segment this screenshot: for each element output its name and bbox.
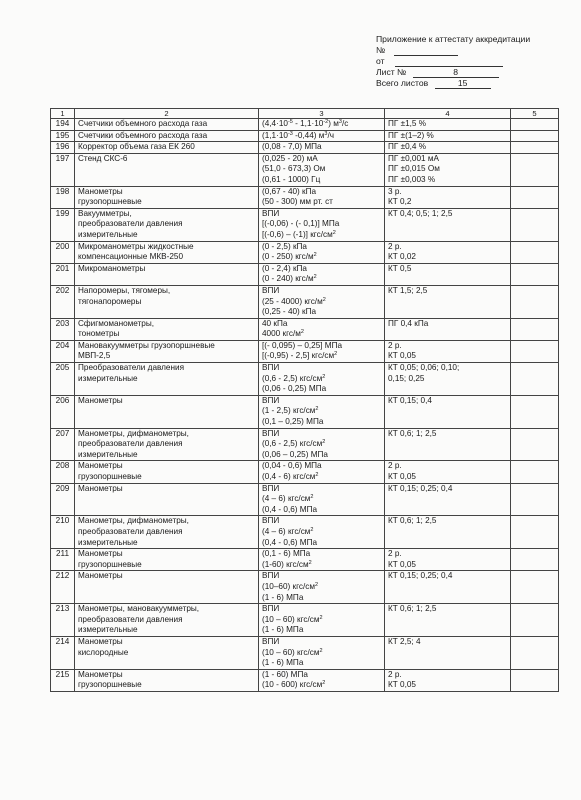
date-line bbox=[376, 56, 576, 67]
measurement-range-cell bbox=[259, 516, 385, 549]
table-row bbox=[51, 549, 559, 571]
row-number-cell bbox=[51, 636, 75, 669]
accuracy-class-line: 2 р. bbox=[388, 340, 402, 350]
measurement-range-line: ВПИ bbox=[262, 363, 280, 373]
notes-cell bbox=[511, 395, 559, 428]
row-number: 198 bbox=[55, 186, 70, 196]
measurement-range-cell bbox=[259, 483, 385, 516]
accreditation-table bbox=[50, 108, 559, 692]
accuracy-class-cell bbox=[385, 516, 511, 549]
notes-cell bbox=[511, 241, 559, 263]
attachment-title: Приложение к аттестату аккредитации bbox=[376, 34, 531, 44]
instrument-name-cell bbox=[75, 571, 259, 604]
accuracy-class-cell bbox=[385, 340, 511, 362]
notes-cell bbox=[511, 263, 559, 285]
measurement-range-line: ВПИ bbox=[262, 516, 280, 526]
accuracy-class-cell bbox=[385, 153, 511, 186]
accuracy-class-line: ПГ 0,4 кПа bbox=[388, 318, 429, 328]
instrument-name-line: измерительные bbox=[78, 537, 138, 547]
measurement-range-line: (0,4 - 0,6) МПа bbox=[262, 537, 318, 547]
table-row bbox=[51, 395, 559, 428]
accuracy-class-cell bbox=[385, 263, 511, 285]
measurement-range-line: ВПИ bbox=[262, 604, 280, 614]
attachment-header bbox=[376, 34, 576, 89]
row-number: 213 bbox=[55, 604, 70, 614]
row-number-cell bbox=[51, 428, 75, 461]
instrument-name-cell bbox=[75, 516, 259, 549]
measurement-range-line: (1-60) кгс/$см^2$ bbox=[262, 559, 312, 569]
instrument-name-line: Счетчики объемного расхода газа bbox=[78, 119, 208, 128]
measurement-range-cell bbox=[259, 340, 385, 362]
measurement-range-cell bbox=[259, 604, 385, 637]
table-row bbox=[51, 604, 559, 637]
notes-cell bbox=[511, 669, 559, 691]
column-header: 5 bbox=[511, 109, 559, 119]
instrument-name-cell bbox=[75, 130, 259, 142]
measurement-range-cell bbox=[259, 571, 385, 604]
measurement-range-line: ВПИ bbox=[262, 428, 280, 438]
instrument-name-line: Манометры bbox=[78, 549, 123, 559]
row-number: 206 bbox=[55, 395, 70, 405]
measurement-range-line: (4 – 6) кгс/$см^2$ bbox=[262, 526, 314, 536]
table-row bbox=[51, 285, 559, 318]
sheet-line bbox=[376, 67, 576, 78]
measurement-range-cell bbox=[259, 241, 385, 263]
measurement-range-cell bbox=[259, 549, 385, 571]
accuracy-class-line: КТ 2,5; 4 bbox=[388, 636, 421, 646]
accuracy-class-cell bbox=[385, 604, 511, 637]
measurement-range-line: (10–60) кгс/$см^2$ bbox=[262, 581, 319, 591]
table-row bbox=[51, 340, 559, 362]
measurement-range-line: (1 - 6) МПа bbox=[262, 592, 304, 602]
notes-cell bbox=[511, 285, 559, 318]
date-label: от bbox=[376, 56, 385, 66]
accuracy-class-line: ПГ ±0,001 мА bbox=[388, 153, 439, 163]
row-number: 204 bbox=[55, 340, 70, 350]
instrument-name-line: кислородные bbox=[78, 647, 129, 657]
measurement-range-line: ВПИ bbox=[262, 208, 280, 218]
measurement-range-line: [(-0,95) - 2,5] кгс/$см^2$ bbox=[262, 351, 338, 361]
instrument-name-cell bbox=[75, 395, 259, 428]
table-row bbox=[51, 461, 559, 483]
instrument-name-cell bbox=[75, 669, 259, 691]
notes-cell bbox=[511, 636, 559, 669]
accuracy-class-cell bbox=[385, 636, 511, 669]
row-number: 197 bbox=[55, 153, 70, 163]
measurement-range-line: ВПИ bbox=[262, 395, 280, 405]
accuracy-class-cell bbox=[385, 318, 511, 340]
notes-cell bbox=[511, 208, 559, 241]
instrument-name-cell bbox=[75, 428, 259, 461]
measurement-range-line: (0,25 - 40) кПа bbox=[262, 307, 317, 317]
instrument-name-line: Счетчики объемного расхода газа bbox=[78, 130, 208, 140]
measurement-range-line: (0,06 - 0,25) МПа bbox=[262, 384, 327, 394]
instrument-name-line: МВП-2,5 bbox=[78, 351, 111, 361]
column-header: 2 bbox=[75, 109, 259, 119]
accuracy-class-cell bbox=[385, 186, 511, 208]
measurement-range-line: (0,4 - 6) кгс/$см^2$ bbox=[262, 472, 319, 481]
instrument-name-line: Манометры bbox=[78, 461, 123, 471]
accuracy-class-cell bbox=[385, 285, 511, 318]
instrument-name-line: Манометры bbox=[78, 636, 123, 646]
measurement-range-line: (10 – 60) кгс/$см^2$ bbox=[262, 614, 323, 624]
accuracy-class-line: 3 р. bbox=[388, 186, 402, 196]
row-number: 203 bbox=[55, 318, 70, 328]
instrument-name-line: грузопоршневые bbox=[78, 197, 142, 207]
row-number-cell bbox=[51, 395, 75, 428]
notes-cell bbox=[511, 142, 559, 154]
row-number-cell bbox=[51, 669, 75, 691]
row-number-cell bbox=[51, 340, 75, 362]
instrument-name-line: измерительные bbox=[78, 229, 138, 239]
instrument-name-line: компенсационные МКВ-250 bbox=[78, 252, 184, 262]
instrument-name-cell bbox=[75, 285, 259, 318]
measurement-range-line: (0,6 - 2,5) кгс/$см^2$ bbox=[262, 439, 326, 449]
notes-cell bbox=[511, 549, 559, 571]
accuracy-class-line: ПГ ±(1–2) % bbox=[388, 130, 434, 140]
measurement-range-cell bbox=[259, 318, 385, 340]
accuracy-class-line: 0,15; 0,25 bbox=[388, 373, 425, 383]
instrument-name-cell bbox=[75, 142, 259, 154]
measurement-range-cell bbox=[259, 153, 385, 186]
measurement-range-line: (0,67 - 40) кПа bbox=[262, 186, 317, 196]
row-number: 210 bbox=[55, 516, 70, 526]
instrument-name-cell bbox=[75, 363, 259, 396]
accuracy-class-line: 2 р. bbox=[388, 669, 402, 679]
column-header: 1 bbox=[51, 109, 75, 119]
table-row bbox=[51, 516, 559, 549]
accuracy-class-line: КТ 0,15; 0,25; 0,4 bbox=[388, 483, 453, 493]
instrument-name-cell bbox=[75, 483, 259, 516]
measurement-range-line: (10 - 600) кгс/$см^2$ bbox=[262, 680, 326, 690]
table-row bbox=[51, 130, 559, 142]
measurement-range-line: (1 - 6) МПа bbox=[262, 658, 304, 668]
notes-cell bbox=[511, 428, 559, 461]
row-number-cell bbox=[51, 483, 75, 516]
date-blank bbox=[395, 57, 503, 67]
measurement-range-cell bbox=[259, 186, 385, 208]
accuracy-class-line: 2 р. bbox=[388, 549, 402, 559]
measurement-range-line: (51,0 - 673,3) Ом bbox=[262, 164, 326, 174]
accuracy-class-cell bbox=[385, 119, 511, 131]
measurement-range-line: [(-0,6) – (-1)] кгс/$см^2$ bbox=[262, 229, 336, 239]
instrument-name-line: Напоромеры, тягомеры, bbox=[78, 285, 171, 295]
notes-cell bbox=[511, 186, 559, 208]
measurement-range-cell bbox=[259, 461, 385, 483]
measurement-range-line: (0,61 - 1000) Гц bbox=[262, 174, 321, 184]
instrument-name-line: преобразователи давления bbox=[78, 614, 183, 624]
accuracy-class-line: ПГ ±1,5 % bbox=[388, 119, 427, 128]
accuracy-class-line: ПГ ±0,015 Ом bbox=[388, 164, 440, 174]
accuracy-class-cell bbox=[385, 363, 511, 396]
instrument-name-cell bbox=[75, 340, 259, 362]
instrument-name-cell bbox=[75, 208, 259, 241]
row-number-cell bbox=[51, 549, 75, 571]
table-row bbox=[51, 142, 559, 154]
accuracy-class-line: КТ 0,6; 1; 2,5 bbox=[388, 428, 437, 438]
instrument-name-line: Мановакуумметры грузопоршневые bbox=[78, 340, 215, 350]
instrument-name-cell bbox=[75, 549, 259, 571]
instrument-name-line: Манометры, дифманометры, bbox=[78, 428, 189, 438]
table-row bbox=[51, 119, 559, 131]
table-row bbox=[51, 186, 559, 208]
accuracy-class-line: КТ 0,05 bbox=[388, 559, 416, 569]
row-number: 199 bbox=[55, 208, 70, 218]
row-number-cell bbox=[51, 318, 75, 340]
instrument-name-line: Манометры bbox=[78, 395, 123, 405]
row-number-cell bbox=[51, 516, 75, 549]
measurement-range-line: [(- 0,095) – 0,25] МПа bbox=[262, 340, 343, 350]
measurement-range-cell bbox=[259, 669, 385, 691]
instrument-name-line: Стенд СКС-6 bbox=[78, 153, 128, 163]
measurement-range-line: (0,04 - 0,6) МПа bbox=[262, 461, 322, 471]
instrument-name-cell bbox=[75, 604, 259, 637]
column-header: 3 bbox=[259, 109, 385, 119]
notes-cell bbox=[511, 119, 559, 131]
accuracy-class-line: КТ 0,15; 0,4 bbox=[388, 395, 432, 405]
measurement-range-line: (1 - 2,5) кгс/$см^2$ bbox=[262, 406, 319, 416]
row-number: 201 bbox=[55, 263, 70, 273]
measurement-range-line: (0 - 2,5) кПа bbox=[262, 241, 307, 251]
notes-cell bbox=[511, 483, 559, 516]
row-number: 202 bbox=[55, 285, 70, 295]
number-label: № bbox=[376, 45, 386, 55]
instrument-name-cell bbox=[75, 263, 259, 285]
accuracy-class-line: КТ 0,5 bbox=[388, 263, 412, 273]
measurement-range-line: (0,1 - 6) МПа bbox=[262, 549, 311, 559]
total-label: Всего листов bbox=[376, 78, 429, 88]
accuracy-class-cell bbox=[385, 241, 511, 263]
accuracy-class-cell bbox=[385, 428, 511, 461]
instrument-name-line: Сфигмоманометры, bbox=[78, 318, 155, 328]
row-number: 205 bbox=[55, 363, 70, 373]
instrument-name-line: тонометры bbox=[78, 329, 120, 339]
row-number-cell bbox=[51, 461, 75, 483]
row-number-cell bbox=[51, 363, 75, 396]
measurement-range-cell bbox=[259, 208, 385, 241]
table-row bbox=[51, 636, 559, 669]
measurement-range-line: (1 - 6) МПа bbox=[262, 625, 304, 635]
measurement-range-line: (0,6 - 2,5) кгс/$см^2$ bbox=[262, 373, 326, 383]
table-row bbox=[51, 153, 559, 186]
measurement-range-cell bbox=[259, 636, 385, 669]
measurement-range-line: (1 - 60) МПа bbox=[262, 669, 308, 679]
total-sheets: 15 bbox=[435, 78, 491, 89]
row-number-cell bbox=[51, 153, 75, 186]
instrument-name-line: грузопоршневые bbox=[78, 472, 142, 481]
notes-cell bbox=[511, 340, 559, 362]
row-number: 209 bbox=[55, 483, 70, 493]
measurement-range-line: (0,08 - 7,0) МПа bbox=[262, 142, 322, 152]
instrument-name-line: Манометры bbox=[78, 571, 123, 581]
accuracy-class-line: КТ 0,05 bbox=[388, 351, 416, 361]
table-row bbox=[51, 483, 559, 516]
sheet-number: 8 bbox=[413, 67, 499, 78]
measurement-range-line: $(4,4\cdot 10^{-5} - 1,1\cdot 10^{-2})$ $м^3/с$ bbox=[262, 119, 349, 128]
notes-cell bbox=[511, 516, 559, 549]
instrument-name-cell bbox=[75, 461, 259, 483]
table-row bbox=[51, 263, 559, 285]
measurement-range-line: (0 - 240) кгс/$м^2$ bbox=[262, 274, 317, 284]
row-number-cell bbox=[51, 571, 75, 604]
notes-cell bbox=[511, 571, 559, 604]
accuracy-class-cell bbox=[385, 483, 511, 516]
row-number-cell bbox=[51, 130, 75, 142]
instrument-name-line: Манометры bbox=[78, 483, 123, 493]
accuracy-class-line: КТ 0,05; 0,06; 0,10; bbox=[388, 363, 460, 373]
row-number: 214 bbox=[55, 636, 70, 646]
accuracy-class-line: 2 р. bbox=[388, 241, 402, 251]
notes-cell bbox=[511, 318, 559, 340]
instrument-name-cell bbox=[75, 636, 259, 669]
instrument-name-line: Манометры, мановакуумметры, bbox=[78, 604, 200, 614]
instrument-name-cell bbox=[75, 186, 259, 208]
row-number-cell bbox=[51, 241, 75, 263]
instrument-name-cell bbox=[75, 318, 259, 340]
table-row bbox=[51, 363, 559, 396]
measurement-range-cell bbox=[259, 142, 385, 154]
row-number: 194 bbox=[55, 119, 70, 128]
accuracy-class-line: ПГ ±0,003 % bbox=[388, 174, 436, 184]
accuracy-class-line: 2 р. bbox=[388, 461, 402, 471]
row-number-cell bbox=[51, 285, 75, 318]
row-number: 200 bbox=[55, 241, 70, 251]
accuracy-class-line: ПГ ±0,4 % bbox=[388, 142, 427, 152]
measurement-range-line: (25 - 4000) кгс/$м^2$ bbox=[262, 296, 326, 306]
measurement-range-line: ($1,1\cdot 10^{-3}$ -0,44) $м^3/ч$ bbox=[262, 130, 335, 140]
row-number: 212 bbox=[55, 571, 70, 581]
instrument-name-line: Преобразователи давления bbox=[78, 363, 185, 373]
table-row bbox=[51, 208, 559, 241]
total-sheets-line bbox=[376, 78, 576, 89]
measurement-range-cell bbox=[259, 285, 385, 318]
number-blank bbox=[394, 46, 458, 56]
instrument-name-line: Манометры bbox=[78, 186, 123, 196]
instrument-name-line: Манометры bbox=[78, 669, 123, 679]
measurement-range-cell bbox=[259, 363, 385, 396]
accuracy-class-cell bbox=[385, 669, 511, 691]
certificate-number-line bbox=[376, 45, 576, 56]
measurement-range-cell bbox=[259, 130, 385, 142]
measurement-range-line: (0,1 – 0,25) МПа bbox=[262, 417, 324, 427]
instrument-name-line: преобразователи давления bbox=[78, 219, 183, 229]
accuracy-class-line: КТ 0,05 bbox=[388, 472, 416, 481]
notes-cell bbox=[511, 130, 559, 142]
measurement-range-cell bbox=[259, 263, 385, 285]
accuracy-class-line: КТ 0,6; 1; 2,5 bbox=[388, 516, 437, 526]
table-row bbox=[51, 669, 559, 691]
accuracy-class-cell bbox=[385, 208, 511, 241]
notes-cell bbox=[511, 461, 559, 483]
notes-cell bbox=[511, 363, 559, 396]
notes-cell bbox=[511, 604, 559, 637]
instrument-name-line: Корректор объема газа ЕК 260 bbox=[78, 142, 195, 152]
row-number: 208 bbox=[55, 461, 70, 471]
row-number: 211 bbox=[55, 549, 70, 559]
row-number-cell bbox=[51, 119, 75, 131]
instrument-name-line: грузопоршневые bbox=[78, 559, 142, 569]
measurement-range-line: [(-0,06) - (- 0,1)] МПа bbox=[262, 219, 340, 229]
measurement-range-line: ВПИ bbox=[262, 636, 280, 646]
measurement-range-line: ВПИ bbox=[262, 483, 280, 493]
column-number-row bbox=[51, 109, 559, 119]
column-header: 4 bbox=[385, 109, 511, 119]
row-number-cell bbox=[51, 186, 75, 208]
measurement-range-cell bbox=[259, 119, 385, 131]
measurement-range-line: (4 – 6) кгс/$см^2$ bbox=[262, 494, 314, 504]
accuracy-class-cell bbox=[385, 130, 511, 142]
accuracy-class-line: КТ 1,5; 2,5 bbox=[388, 285, 428, 295]
accuracy-class-cell bbox=[385, 395, 511, 428]
instrument-name-line: тягонапоромеры bbox=[78, 296, 142, 306]
table-row bbox=[51, 318, 559, 340]
instrument-name-line: преобразователи давления bbox=[78, 526, 183, 536]
measurement-range-line: ВПИ bbox=[262, 571, 280, 581]
accuracy-class-line: КТ 0,15; 0,25; 0,4 bbox=[388, 571, 453, 581]
instrument-name-cell bbox=[75, 241, 259, 263]
row-number-cell bbox=[51, 142, 75, 154]
measurement-range-line: (0 - 2,4) кПа bbox=[262, 263, 307, 273]
row-number: 196 bbox=[55, 142, 70, 152]
measurement-range-line: 4000 кгс/$м^2$ bbox=[262, 329, 304, 339]
instrument-name-line: измерительные bbox=[78, 373, 138, 383]
accuracy-class-cell bbox=[385, 549, 511, 571]
accuracy-class-line: КТ 0,02 bbox=[388, 252, 416, 262]
accuracy-class-line: КТ 0,05 bbox=[388, 680, 416, 690]
accuracy-class-cell bbox=[385, 461, 511, 483]
accuracy-class-cell bbox=[385, 142, 511, 154]
accuracy-class-line: КТ 0,4; 0,5; 1; 2,5 bbox=[388, 208, 453, 218]
table-row bbox=[51, 428, 559, 461]
row-number: 195 bbox=[55, 130, 70, 140]
row-number: 207 bbox=[55, 428, 70, 438]
instrument-name-line: Микроманометры жидкостные bbox=[78, 241, 194, 251]
measurement-range-line: ВПИ bbox=[262, 285, 280, 295]
measurement-range-cell bbox=[259, 395, 385, 428]
measurement-range-line: (50 - 300) мм рт. ст bbox=[262, 197, 333, 207]
sheet-label: Лист № bbox=[376, 67, 407, 77]
instrument-name-line: грузопоршневые bbox=[78, 680, 142, 690]
measurement-range-line: (0,06 – 0,25) МПа bbox=[262, 449, 328, 459]
instrument-name-cell bbox=[75, 119, 259, 131]
instrument-name-line: Микроманометры bbox=[78, 263, 146, 273]
measurement-range-line: 40 кПа bbox=[262, 318, 288, 328]
row-number-cell bbox=[51, 208, 75, 241]
instrument-name-line: измерительные bbox=[78, 449, 138, 459]
measurement-range-line: (0 - 250) кгс/$м^2$ bbox=[262, 252, 317, 262]
accuracy-class-line: КТ 0,6; 1; 2,5 bbox=[388, 604, 437, 614]
measurement-range-line: (0,4 - 0,6) МПа bbox=[262, 504, 318, 514]
instrument-name-line: Манометры, дифманометры, bbox=[78, 516, 189, 526]
measurement-range-cell bbox=[259, 428, 385, 461]
instrument-name-line: Вакуумметры, bbox=[78, 208, 132, 218]
accuracy-class-line: КТ 0,2 bbox=[388, 197, 412, 207]
measurement-range-line: (0,025 - 20) мА bbox=[262, 153, 318, 163]
row-number-cell bbox=[51, 604, 75, 637]
instrument-name-line: преобразователи давления bbox=[78, 439, 183, 449]
row-number-cell bbox=[51, 263, 75, 285]
accuracy-class-cell bbox=[385, 571, 511, 604]
instrument-name-line: измерительные bbox=[78, 625, 138, 635]
table-row bbox=[51, 241, 559, 263]
measurement-range-line: (10 – 60) кгс/$см^2$ bbox=[262, 647, 323, 657]
table-row bbox=[51, 571, 559, 604]
row-number: 215 bbox=[55, 669, 70, 679]
instrument-name-cell bbox=[75, 153, 259, 186]
notes-cell bbox=[511, 153, 559, 186]
